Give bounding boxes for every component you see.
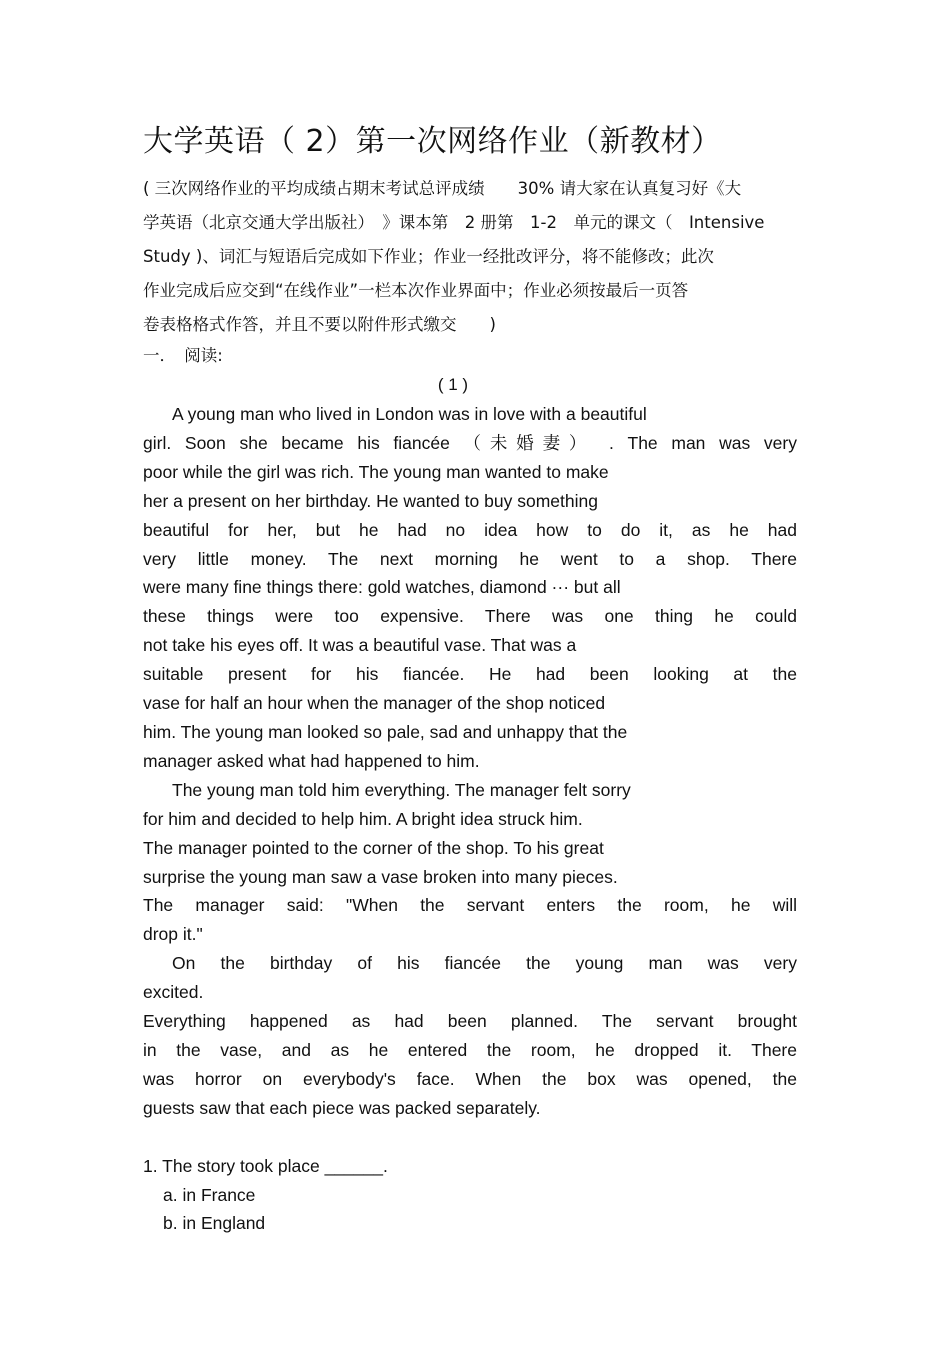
answer-option: a. in France xyxy=(163,1184,256,1205)
passage-line: The manager pointed to the corner of the shop. To his great xyxy=(143,837,604,858)
reading-passage xyxy=(143,400,803,1123)
answer-option: b. in England xyxy=(163,1213,266,1234)
passage-line: was horror on everybody's face. When the box was opened, the xyxy=(143,1068,797,1089)
instructions-line: 学英语（北京交通大学出版社） 》课本第 2 册第 1-2 单元的课文（ Intensive xyxy=(143,213,765,232)
passage-line: Everything happened as had been planned. The servant brought xyxy=(143,1011,797,1032)
passage-line: him. The young man looked so pale, sad and unhappy that the xyxy=(143,721,628,742)
instructions-line: 卷表格格式作答，并且不要以附件形式缴交 ) xyxy=(143,315,496,334)
passage-line: very little money. The next morning he went to a shop. There xyxy=(143,548,797,569)
passage-line: for him and decided to help him. A bright idea struck him. xyxy=(143,808,583,829)
passage-line: manager asked what had happened to him. xyxy=(143,750,480,771)
passage-line: guests saw that each piece was packed separately. xyxy=(143,1097,541,1118)
instructions-block xyxy=(143,172,803,342)
passage-line: were many fine things there: gold watches, diamond ··· but all xyxy=(143,577,621,598)
passage-line: poor while the girl was rich. The young man wanted to make xyxy=(143,461,609,482)
passage-line: surprise the young man saw a vase broken into many pieces. xyxy=(143,866,618,887)
passage-line: The manager said: "When the servant enters the room, he will xyxy=(143,895,797,916)
passage-line: suitable present for his fiancée. He had been looking at the xyxy=(143,664,797,685)
passage-line: these things were too expensive. There was one thing he could xyxy=(143,606,797,627)
passage-line: On the birthday of his fiancée the young man was very xyxy=(172,953,797,974)
question-stem: 1. The story took place ______. xyxy=(143,1155,388,1176)
passage-line: A young man who lived in London was in love with a beautiful xyxy=(172,404,647,424)
instructions-line: Study )、词汇与短语后完成如下作业；作业一经批改评分，将不能修改；此次 xyxy=(143,247,714,266)
document-page xyxy=(143,118,803,1238)
instructions-line: 作业完成后应交到“在线作业”一栏本次作业界面中；作业必须按最后一页答 xyxy=(143,281,689,300)
passage-line: not take his eyes off. It was a beautiful vase. That was a xyxy=(143,635,577,656)
passage-line: vase for half an hour when the manager of the shop noticed xyxy=(143,693,606,714)
question-block xyxy=(143,1152,803,1239)
passage-line: girl. Soon she became his fiancée （未婚妻） . The man was very xyxy=(143,432,797,453)
passage-line: drop it." xyxy=(143,924,203,945)
spacer xyxy=(143,1123,803,1152)
passage-line: excited. xyxy=(143,982,204,1003)
instructions-line: ( 三次网络作业的平均成绩占期末考试总评成绩 30% 请大家在认真复习好《大 xyxy=(143,179,742,198)
passage-line: The young man told him everything. The manager felt sorry xyxy=(172,779,631,800)
passage-line: her a present on her birthday. He wanted to buy something xyxy=(143,490,598,511)
passage-line: beautiful for her, but he had no idea how to do it, as he had xyxy=(143,519,797,540)
passage-line: in the vase, and as he entered the room, he dropped it. There xyxy=(143,1039,797,1060)
passage-number: ( 1 ) xyxy=(437,375,469,394)
document-title: 大学英语（ 2）第一次网络作业（新教材） xyxy=(143,124,722,159)
section-heading: 一． 阅读: xyxy=(143,346,223,365)
